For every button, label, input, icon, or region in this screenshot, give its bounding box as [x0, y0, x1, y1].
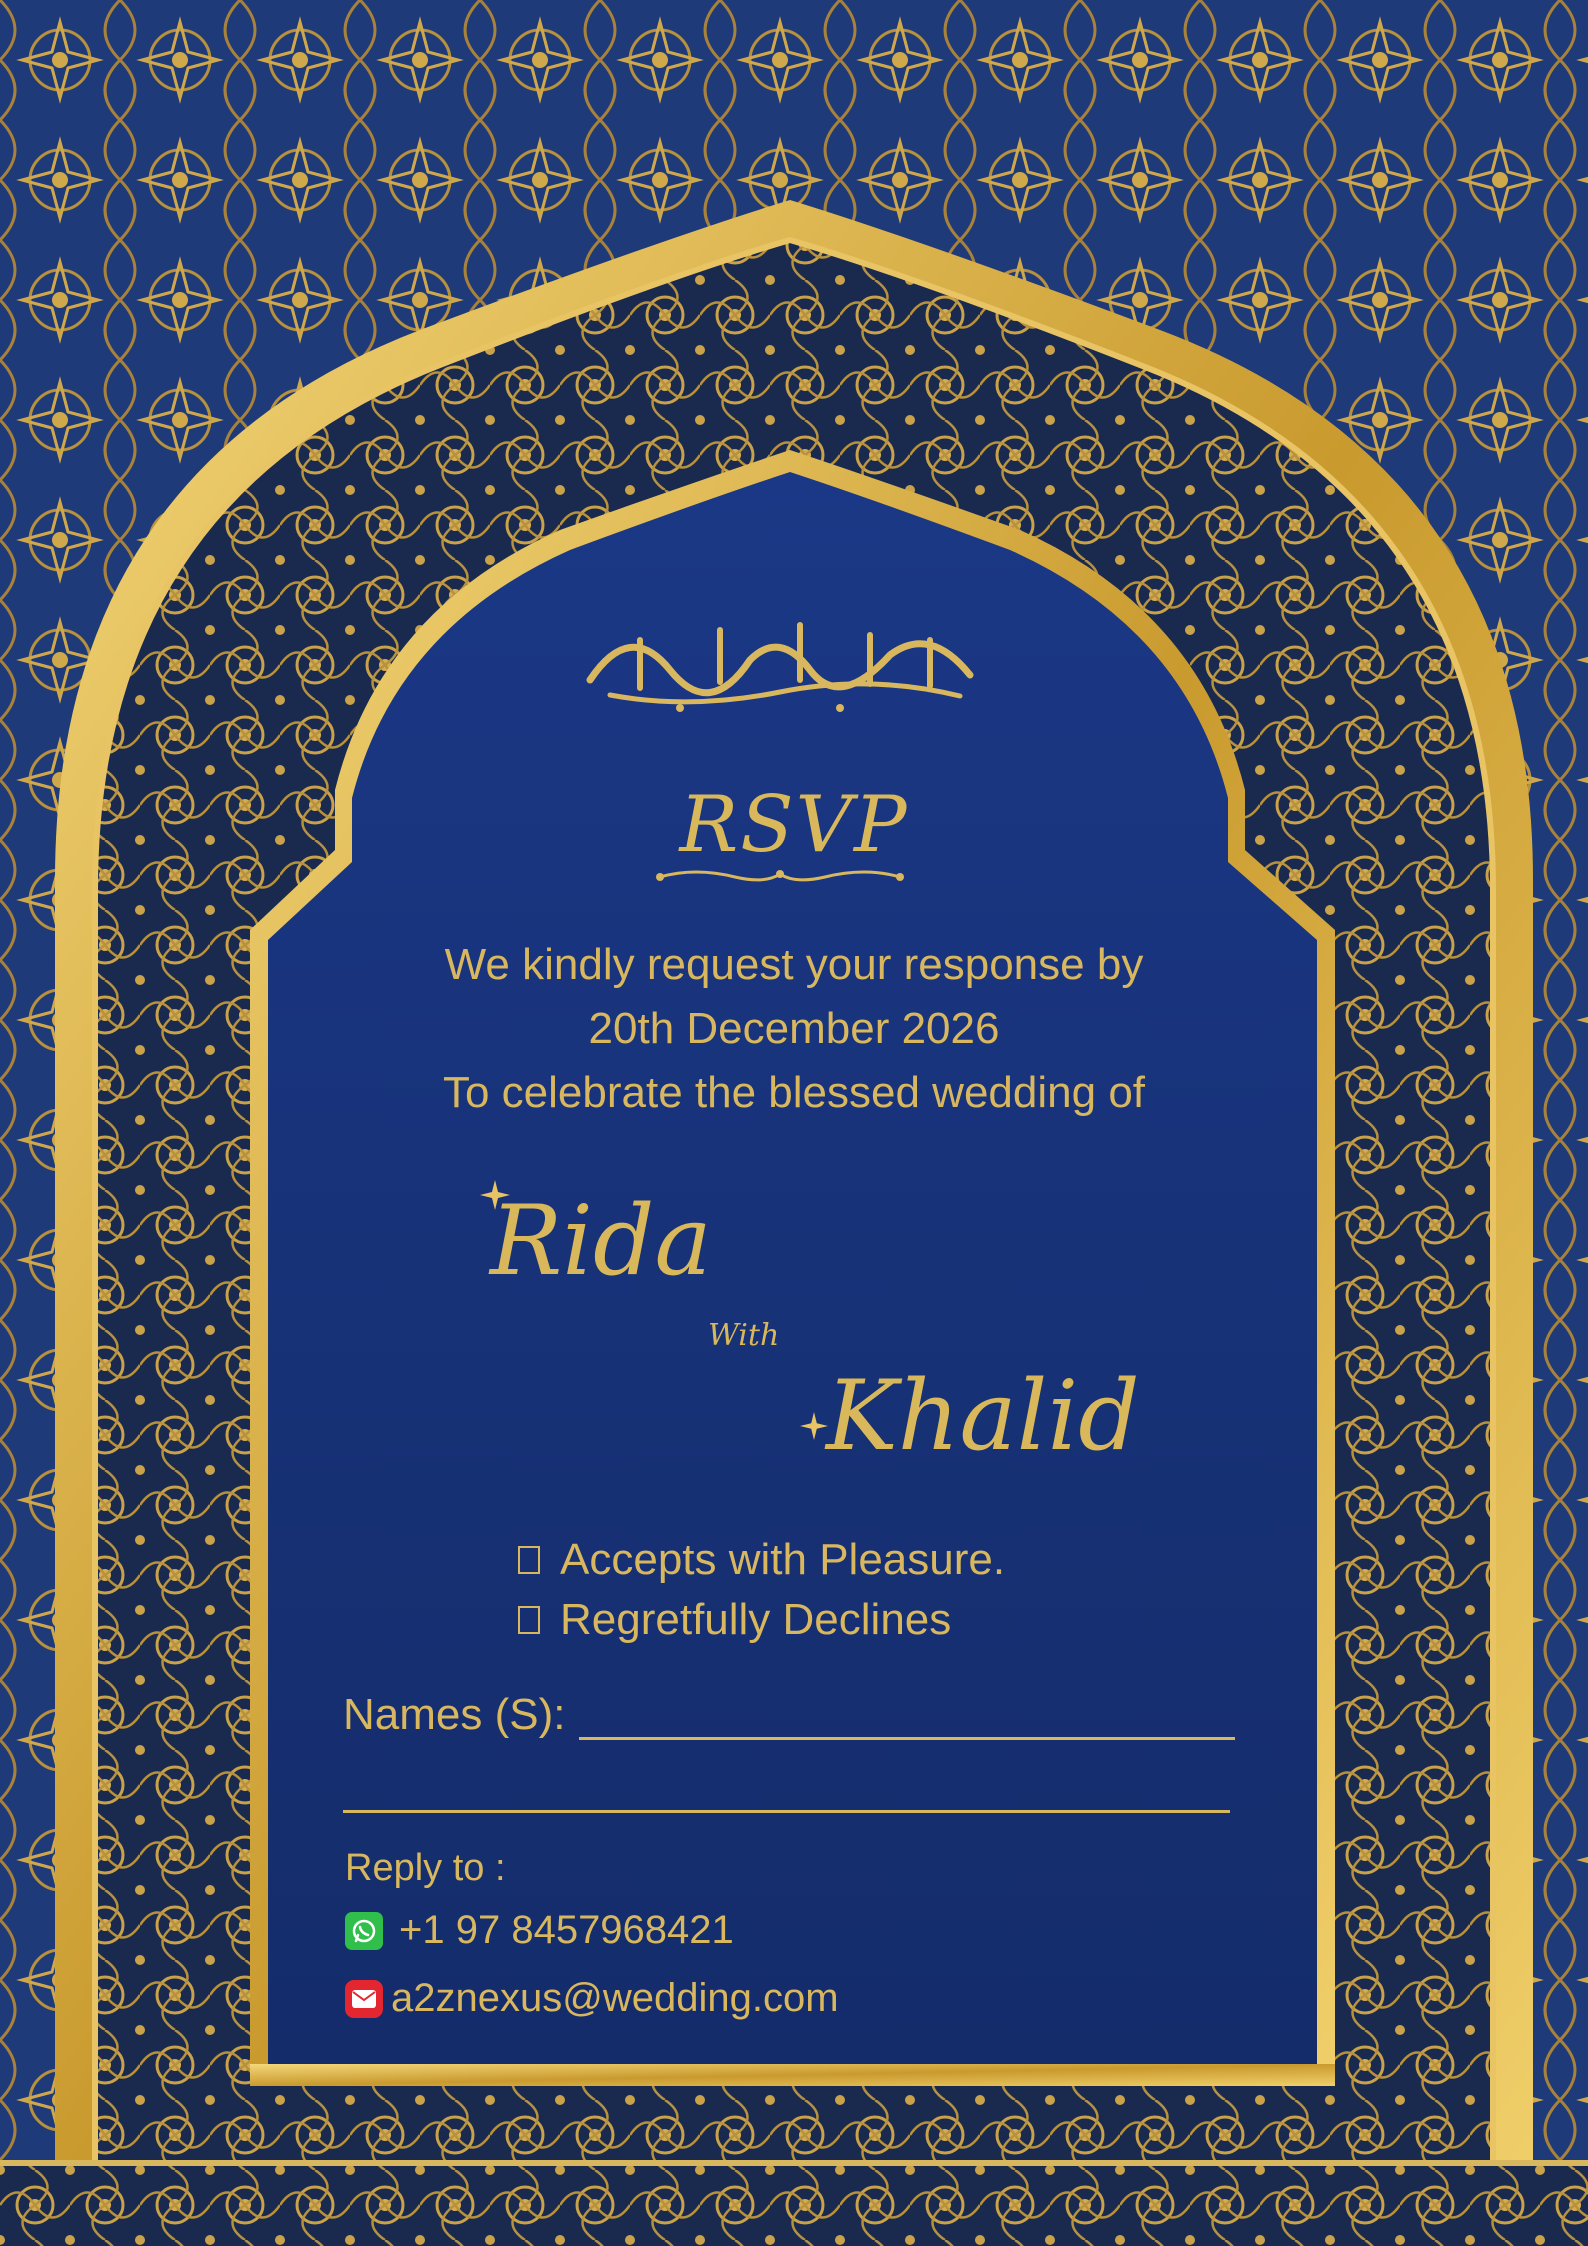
whatsapp-icon — [345, 1912, 383, 1950]
reply-label: Reply to : — [345, 1847, 506, 1889]
accept-option[interactable] — [518, 1535, 1005, 1585]
with-word: With — [708, 1318, 780, 1353]
response-date: 20th December 2026 — [588, 1004, 1000, 1053]
email-address: a2znexus@wedding.com — [391, 1976, 839, 2020]
rsvp-title: RSVP — [679, 780, 909, 870]
phone-number: +1 97 8457968421 — [399, 1908, 734, 1952]
names-blank-line-2[interactable] — [343, 1810, 1230, 1813]
names-label: Names (S): — [343, 1690, 566, 1739]
celebrate-line: To celebrate the blessed wedding of — [442, 1068, 1146, 1117]
names-blank-line[interactable] — [579, 1691, 1235, 1740]
accept-label: Accepts with Pleasure. — [560, 1535, 1006, 1584]
phone-contact[interactable] — [345, 1908, 734, 1953]
bismillah-calligraphy — [560, 595, 1000, 725]
checkbox-icon[interactable] — [518, 1606, 540, 1634]
sparkle-icon — [800, 1412, 828, 1440]
request-line: We kindly request your response by — [444, 940, 1144, 989]
mail-icon — [345, 1980, 383, 2018]
groom-name: Khalid — [826, 1360, 1140, 1472]
checkbox-icon[interactable] — [518, 1546, 540, 1574]
bride-name: Rida — [490, 1185, 712, 1297]
decline-label: Regretfully Declines — [560, 1595, 952, 1644]
divider-ornament — [655, 862, 905, 892]
email-contact[interactable] — [345, 1976, 839, 2021]
calligraphy-art — [570, 600, 990, 720]
names-field[interactable] — [343, 1690, 1235, 1740]
decline-option[interactable] — [518, 1595, 951, 1645]
